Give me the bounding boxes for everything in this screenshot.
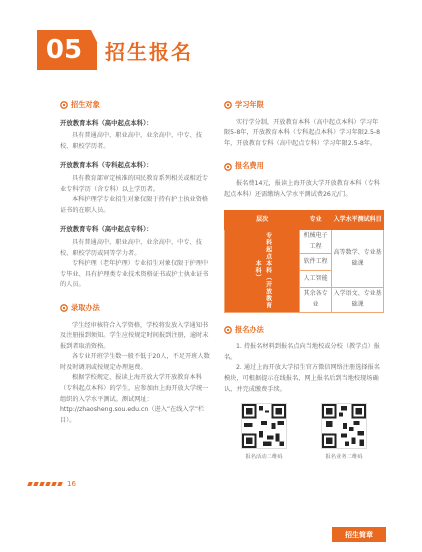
major-cell: 其余各专业 <box>300 288 332 312</box>
dash-decor <box>51 482 56 486</box>
left-column <box>60 100 212 434</box>
paragraph: 学生经审核符合入学资格，学校将发放入学通知书及注册报到须知。学生应按规定时间报到注册，逾时未报到者取消资格。 <box>60 321 209 350</box>
dash-decor <box>27 482 32 486</box>
table-header-cell: 层次 <box>225 211 300 230</box>
major-cell: 人工智能 <box>300 271 332 288</box>
paragraph: 报名费14元，报读上海开放大学开放教育本科（专科起点本科）还需缴纳入学水平测试费26元/门。 <box>224 179 380 198</box>
dash-decor <box>45 482 50 486</box>
qr-code-row <box>224 403 384 463</box>
major-cell: 机械电子工程 <box>300 230 332 254</box>
subject-cell: 入学语文、专业基础课 <box>332 288 384 312</box>
subheading: 开放教育本科（高中起点本科）： <box>60 118 153 127</box>
heading-study-period <box>224 100 384 111</box>
heading-admission-method <box>60 303 212 314</box>
subheading: 开放教育专科（高中起点专科）： <box>60 225 153 234</box>
paragraph: 本科护理学专业招生对象仅限于持有护士执业资格证书的在职人员。 <box>60 196 209 214</box>
qr-caption: 报名业务二维码 <box>325 454 363 461</box>
paragraph: 专科护理（老年护理）专业招生对象仅限于护理中专毕业、具有护理类专业技术资格证书或护士执业证书的人员。 <box>60 260 209 289</box>
entrance-test-table <box>224 210 384 312</box>
qr-block <box>321 403 367 463</box>
qr-caption: 报名活动二维码 <box>245 454 283 461</box>
heading-text: 学习年限 <box>235 100 264 109</box>
gear-bullet-icon <box>60 304 68 312</box>
heading-enrollment-target <box>60 100 212 111</box>
table-header-cell: 入学水平测试科目 <box>332 211 384 230</box>
paragraph: 根据学校规定，报读上海开放大学开放教育本科（专科起点本科）的学生，应参加由上海开放大学统一组织的入学水平测试。测试网址：http://zhaosheng.sou.edu.cn（进入“在线入学”栏目）。 <box>60 374 209 424</box>
heading-fees <box>224 161 384 172</box>
table-row <box>225 230 384 254</box>
heading-text: 录取办法 <box>71 302 100 312</box>
subheading: 开放教育本科（专科起点本科）： <box>60 161 153 170</box>
paragraph: 具有普通高中、职业高中、业余高中、中专、技校、职校学历或同等学力者。 <box>60 238 202 257</box>
paragraph: 各专业开班学生数一般不低于20人，不足开班人数时及时调剂或按规定办理退费。 <box>60 353 210 371</box>
qr-code-icon <box>241 403 287 449</box>
paragraph: 具有教育部审定核准的国民教育系列相关或相近专业专科学历（含专科）以上学历者。 <box>60 174 209 193</box>
gear-bullet-icon <box>60 101 68 109</box>
paragraph: 实行学分制，开放教育本科（高中起点本科）学习年限5-8年，开放教育本科（专科起点本科）学习年限2.5-8年，开放教育专科（高中起点专科）学习年限2.5-8年。 <box>224 118 381 147</box>
qr-block <box>241 403 287 463</box>
gear-bullet-icon <box>224 163 232 171</box>
heading-text: 报名办法 <box>235 324 264 334</box>
paragraph: 具有普通高中、职业高中、业余高中、中专、技校、职校学历者。 <box>60 132 202 150</box>
subject-cell: 高等数学、专业基础课 <box>332 230 384 288</box>
level-cell: 专科起点本科（开放教育本科） <box>225 230 300 312</box>
section-number: 05 <box>37 30 91 70</box>
section-header <box>37 30 193 70</box>
heading-registration-method <box>224 325 384 336</box>
right-column <box>224 100 384 463</box>
qr-code-icon <box>321 403 367 449</box>
heading-text: 招生对象 <box>71 100 100 109</box>
gear-bullet-icon <box>224 326 232 334</box>
dash-decor <box>57 482 62 486</box>
footer-tag: 招生简章 <box>332 527 386 542</box>
dash-decor <box>33 482 38 486</box>
page-number <box>28 480 76 488</box>
paragraph: 1. 持报名材料到报名点向当地校或分校（教学点）报名。 <box>224 343 380 361</box>
gear-bullet-icon <box>224 101 232 109</box>
dash-decor <box>39 482 44 486</box>
table-header-cell: 专业 <box>300 211 332 230</box>
page-number-text: 16 <box>67 480 76 488</box>
paragraph: 2. 通过上海开放大学招生官方微信网络注册选择报名模块，可根据提示在线报名，网上报名后到当地校现场确认，并完成缴费手续。 <box>224 364 380 393</box>
heading-text: 报名费用 <box>235 161 264 171</box>
major-cell: 软件工程 <box>300 254 332 271</box>
section-title: 招生报名 <box>105 39 193 64</box>
table-header-row <box>225 211 384 230</box>
